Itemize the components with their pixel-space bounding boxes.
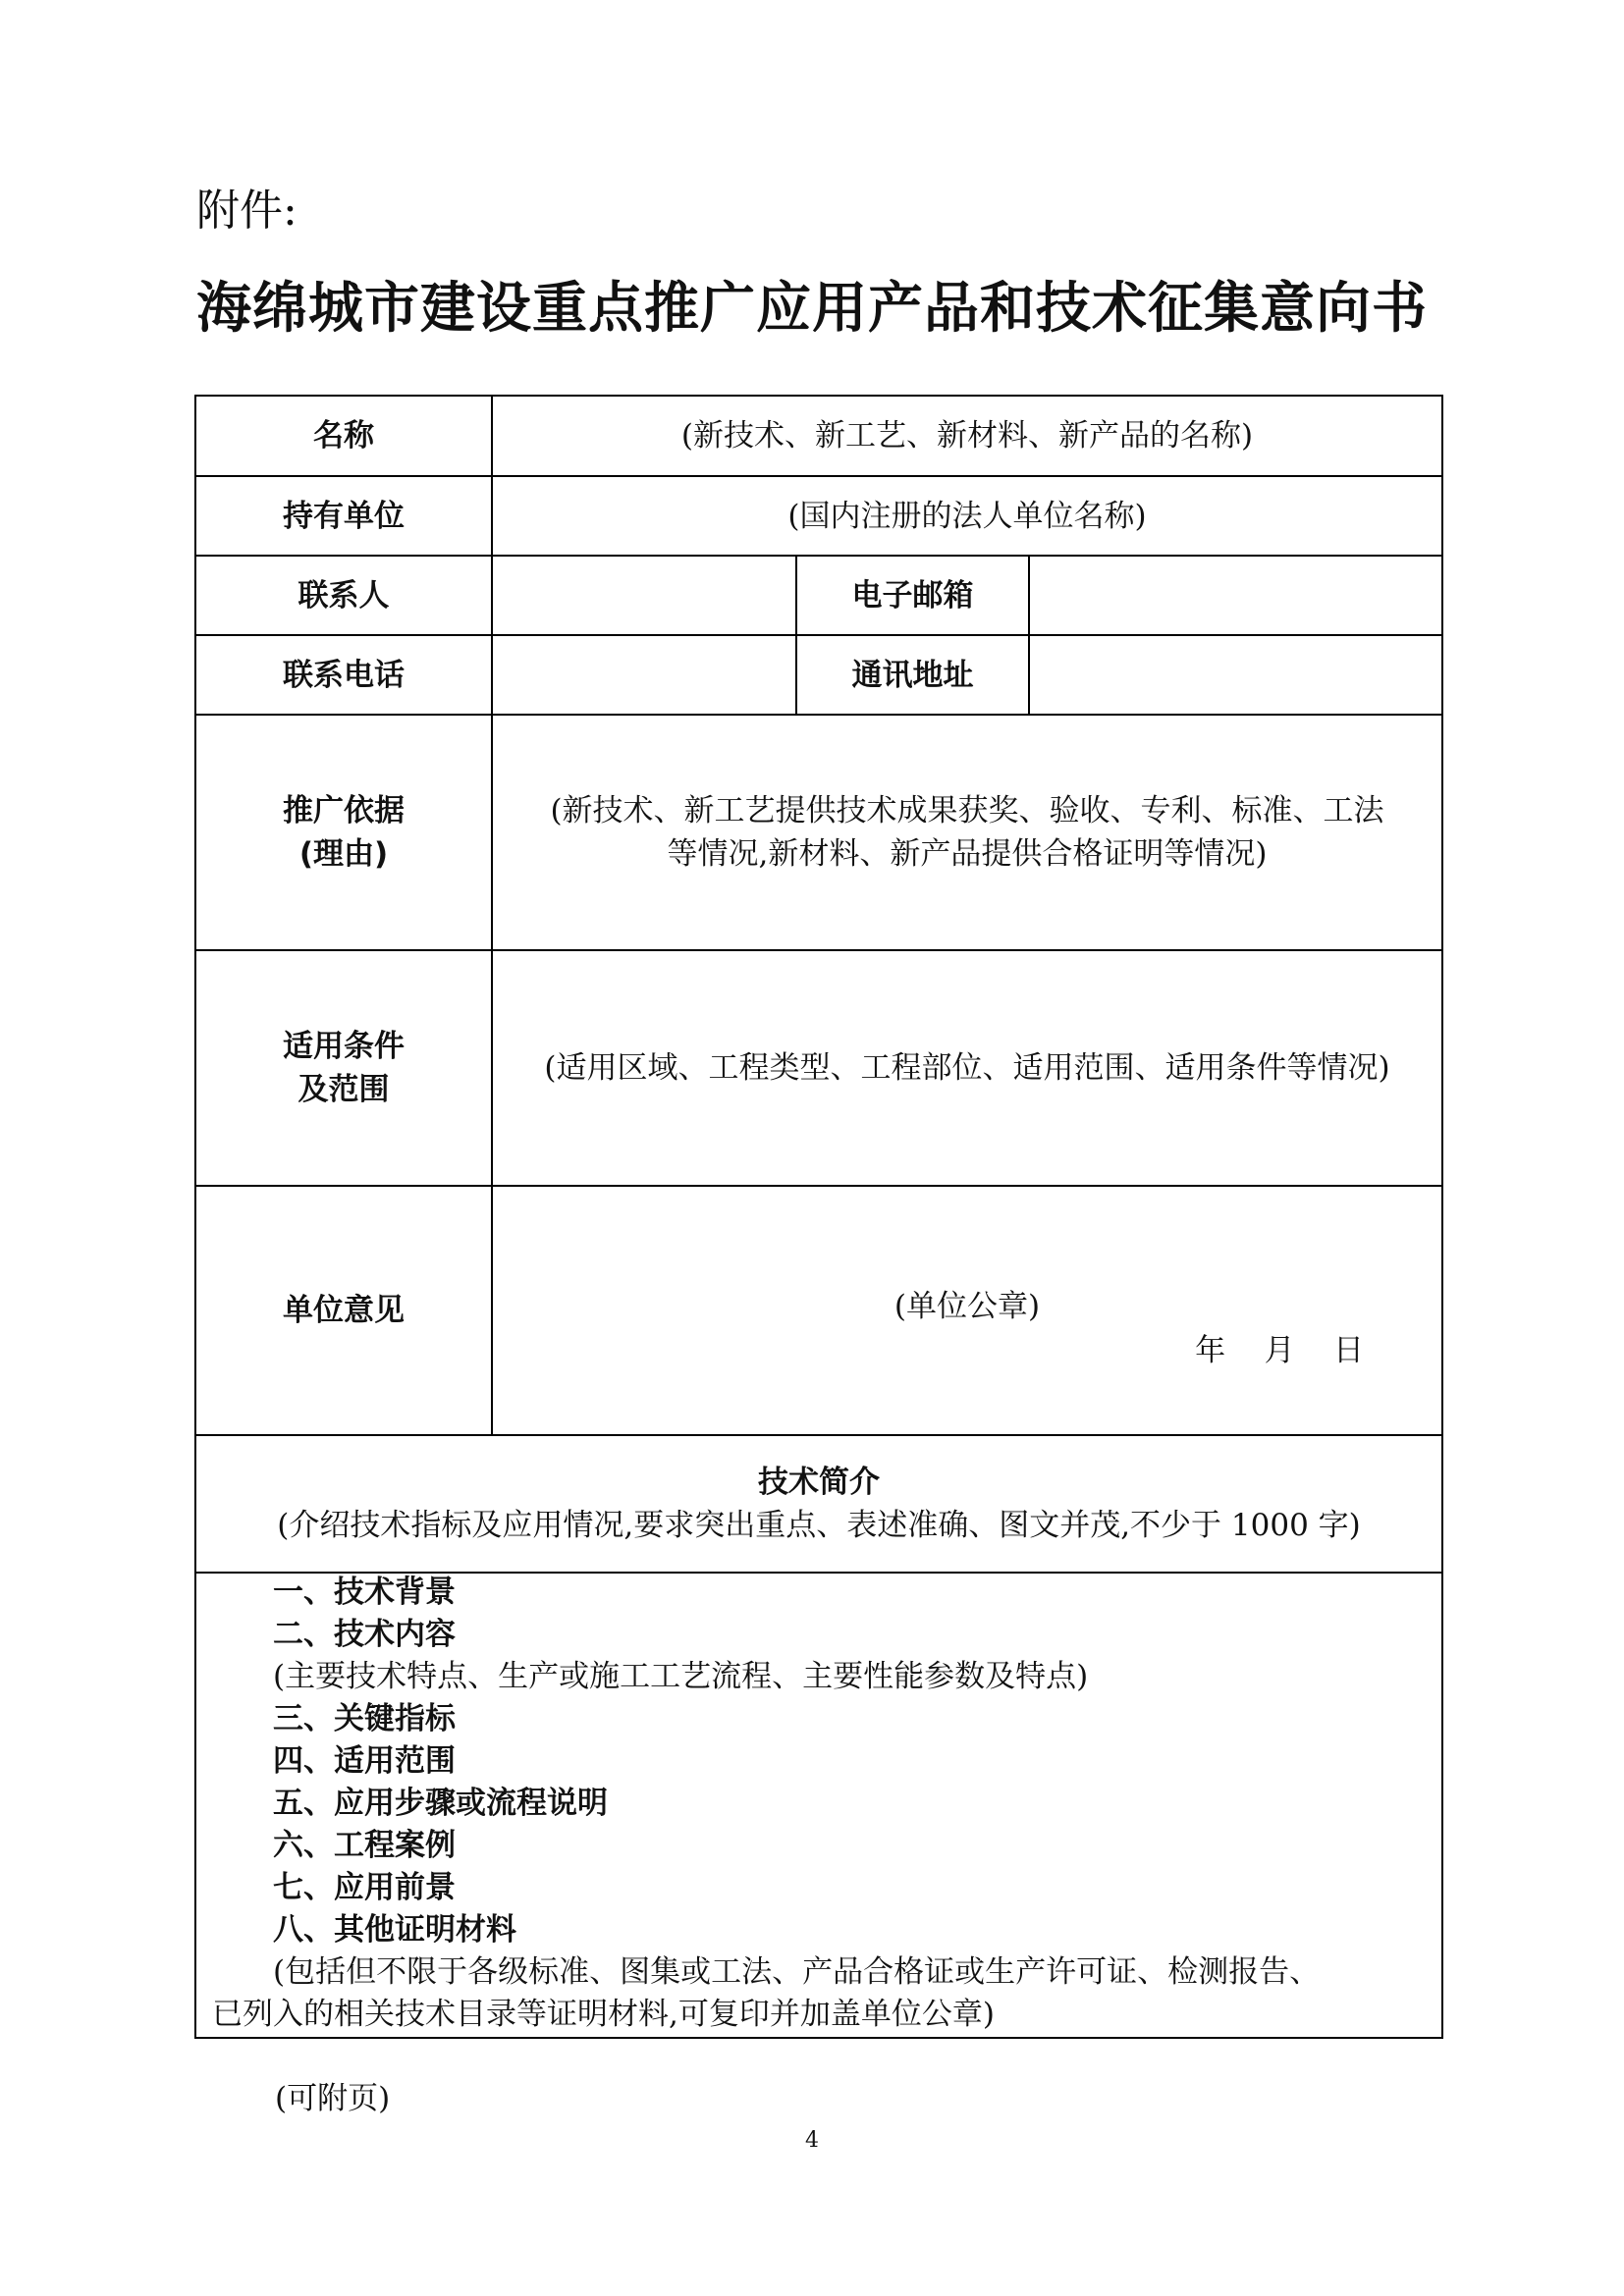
holder-label: 持有单位 xyxy=(283,498,405,534)
intro-heading: 技术简介 xyxy=(758,1465,880,1500)
scope-field[interactable]: (适用区域、工程类型、工程部位、适用范围、适用条件等情况) xyxy=(544,1050,1390,1086)
email-field[interactable] xyxy=(1030,557,1441,634)
list-item-note: (包括但不限于各级标准、图集或工法、产品合格证或生产许可证、检测报告、 xyxy=(273,1954,1321,1990)
application-form xyxy=(194,395,1443,2039)
scope-label-line1: 适用条件 xyxy=(283,1029,405,1064)
list-item: 七、应用前景 xyxy=(273,1870,456,1905)
attachment-label: 附件: xyxy=(196,186,298,236)
list-item-note: (主要技术特点、生产或施工工艺流程、主要性能参数及特点) xyxy=(273,1659,1089,1694)
page-title: 海绵城市建设重点推广应用产品和技术征集意向书 xyxy=(196,277,1428,341)
name-field[interactable]: (新技术、新工艺、新材料、新产品的名称) xyxy=(680,418,1254,454)
list-item: 六、工程案例 xyxy=(273,1828,456,1863)
list-item: 四、适用范围 xyxy=(273,1743,456,1779)
intro-content[interactable] xyxy=(196,1572,1441,2036)
contact-label: 联系人 xyxy=(298,577,390,614)
list-item-note: 已列入的相关技术目录等证明材料,可复印并加盖单位公章) xyxy=(212,1997,995,2032)
name-label: 名称 xyxy=(313,418,374,454)
phone-field[interactable] xyxy=(493,636,795,714)
basis-label xyxy=(196,716,491,949)
opinion-field[interactable] xyxy=(493,1187,1441,1434)
basis-hint-line2: 等情况,新材料、新产品提供合格证明等情况) xyxy=(667,836,1268,872)
list-item: 八、其他证明材料 xyxy=(273,1912,516,1948)
footer-note: (可附页) xyxy=(275,2081,391,2116)
scope-label xyxy=(196,951,491,1185)
list-item: 三、关键指标 xyxy=(273,1701,456,1736)
email-label: 电子邮箱 xyxy=(851,577,974,614)
opinion-label: 单位意见 xyxy=(283,1293,405,1328)
basis-label-line1: 推广依据 xyxy=(283,793,405,828)
basis-hint-line1: (新技术、新工艺提供技术成果获奖、验收、专利、标准、工法 xyxy=(550,793,1384,828)
phone-label: 联系电话 xyxy=(283,657,405,693)
scope-label-line2: 及范围 xyxy=(298,1072,390,1107)
list-item: 五、应用步骤或流程说明 xyxy=(273,1786,608,1821)
basis-label-line2: (理由) xyxy=(298,836,389,872)
holder-field[interactable]: (国内注册的法人单位名称) xyxy=(787,498,1147,534)
list-item: 一、技术背景 xyxy=(273,1575,456,1610)
contact-field[interactable] xyxy=(493,557,795,634)
page-number: 4 xyxy=(805,2128,819,2153)
date-text: 年 月 日 xyxy=(1195,1333,1364,1368)
intro-subtitle: (介绍技术指标及应用情况,要求突出重点、表述准确、图文并茂,不少于 1000 字) xyxy=(277,1508,1361,1543)
intro-header xyxy=(196,1436,1441,1572)
address-field[interactable] xyxy=(1030,636,1441,714)
basis-field[interactable] xyxy=(493,716,1441,949)
list-item: 二、技术内容 xyxy=(273,1617,456,1652)
address-label: 通讯地址 xyxy=(851,657,974,693)
seal-text: (单位公章) xyxy=(893,1289,1041,1324)
